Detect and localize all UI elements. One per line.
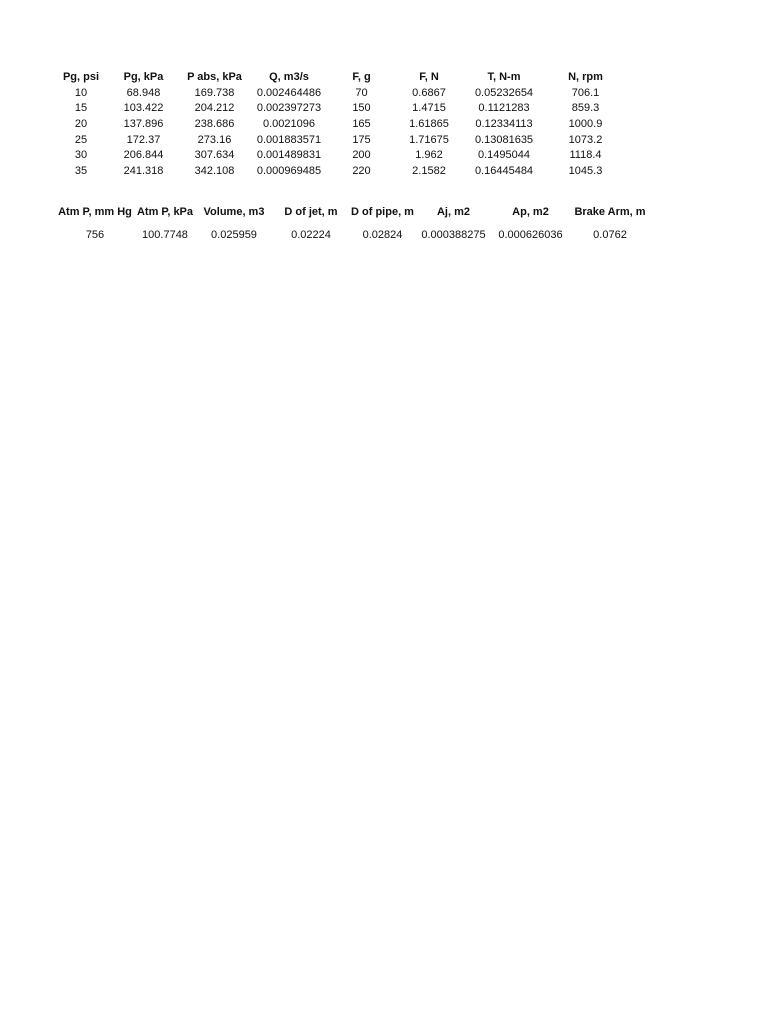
table-cell[interactable]: 0.05232654 xyxy=(474,86,534,99)
table-cell[interactable]: 342.108 xyxy=(194,164,235,177)
table-cell[interactable]: 1.4715 xyxy=(412,102,446,115)
table-row xyxy=(56,164,628,180)
table-cell[interactable]: 1.71675 xyxy=(409,133,449,146)
table-cell[interactable]: 68.948 xyxy=(126,86,161,99)
table-row xyxy=(56,86,628,102)
table-cell[interactable]: 238.686 xyxy=(194,118,235,131)
spreadsheet xyxy=(56,70,651,243)
table-cell[interactable]: 150 xyxy=(352,102,371,115)
table-cell[interactable]: 103.422 xyxy=(123,102,164,115)
table-cell[interactable]: 15 xyxy=(74,102,88,115)
table-cell[interactable]: 200 xyxy=(352,149,371,162)
table-cell[interactable]: 35 xyxy=(74,164,88,177)
header-pg-kpa[interactable]: Pg, kPa xyxy=(123,71,164,84)
measurements-table xyxy=(56,70,628,179)
header-n-rpm[interactable]: N, rpm xyxy=(568,71,603,84)
table-cell[interactable]: 0.002397273 xyxy=(256,102,322,115)
table-cell[interactable]: 172.37 xyxy=(126,133,161,146)
table-cell[interactable]: 165 xyxy=(352,118,371,131)
table-cell[interactable]: 1.61865 xyxy=(409,118,449,131)
header-f-n[interactable]: F, N xyxy=(419,71,439,84)
table-cell[interactable]: 0.000388275 xyxy=(421,228,486,241)
table-header-row xyxy=(56,70,628,86)
table-cell[interactable]: 1.962 xyxy=(415,149,443,162)
header-ap-m2[interactable]: Ap, m2 xyxy=(512,206,549,219)
table-cell[interactable]: 220 xyxy=(352,164,371,177)
table-cell[interactable]: 20 xyxy=(74,118,88,131)
header-pg-psi[interactable]: Pg, psi xyxy=(62,71,100,84)
table-cell[interactable]: 0.000969485 xyxy=(256,164,322,177)
header-atm-p-kpa[interactable]: Atm P, kPa xyxy=(136,206,194,219)
table-cell[interactable]: 273.16 xyxy=(197,133,232,146)
header-t-nm[interactable]: T, N-m xyxy=(487,71,521,84)
header-brake-arm[interactable]: Brake Arm, m xyxy=(574,206,646,219)
header-d-of-pipe[interactable]: D of pipe, m xyxy=(351,206,414,219)
header-aj-m2[interactable]: Aj, m2 xyxy=(436,206,470,219)
table-cell[interactable]: 30 xyxy=(74,149,88,162)
table-cell[interactable]: 206.844 xyxy=(123,149,164,162)
table-cell[interactable]: 1045.3 xyxy=(568,164,603,177)
table-cell[interactable]: 1073.2 xyxy=(568,133,603,146)
table-cell[interactable]: 70 xyxy=(355,86,368,99)
table-row xyxy=(56,148,628,164)
table-cell[interactable]: 859.3 xyxy=(571,102,600,115)
table-cell[interactable]: 0.6867 xyxy=(412,86,446,99)
table-cell[interactable]: 0.12334113 xyxy=(475,118,533,131)
table-cell[interactable]: 1000.9 xyxy=(568,118,603,131)
table-cell[interactable]: 1118.4 xyxy=(569,149,602,162)
table-cell[interactable]: 10 xyxy=(74,86,88,99)
table-cell[interactable]: 0.02224 xyxy=(291,228,331,241)
header-f-g[interactable]: F, g xyxy=(352,71,371,84)
table-cell[interactable]: 307.634 xyxy=(194,149,235,162)
table-cell[interactable]: 137.896 xyxy=(123,118,164,131)
table-row xyxy=(56,227,651,243)
table-cell[interactable]: 0.02824 xyxy=(362,228,403,241)
table-cell[interactable]: 0.000626036 xyxy=(498,228,563,241)
header-q-m3s[interactable]: Q, m3/s xyxy=(269,71,309,84)
table-cell[interactable]: 0.1495044 xyxy=(478,149,530,162)
table-header-row xyxy=(56,197,651,227)
table-cell[interactable]: 0.002464486 xyxy=(256,86,322,99)
table-cell[interactable]: 241.318 xyxy=(123,164,164,177)
table-cell[interactable]: 25 xyxy=(74,133,88,146)
table-cell[interactable]: 0.0762 xyxy=(593,228,627,241)
header-volume-m3[interactable]: Volume, m3 xyxy=(203,206,265,219)
table-cell[interactable]: 756 xyxy=(85,228,105,241)
table-cell[interactable]: 175 xyxy=(352,133,371,146)
table-cell[interactable]: 169.738 xyxy=(194,86,235,99)
header-p-abs-kpa[interactable]: P abs, kPa xyxy=(187,71,242,84)
table-cell[interactable]: 0.025959 xyxy=(211,228,257,241)
table-cell[interactable]: 0.13081635 xyxy=(474,133,534,146)
table-cell[interactable]: 100.7748 xyxy=(142,228,188,241)
table-cell[interactable]: 0.001883571 xyxy=(256,133,322,146)
header-d-of-jet[interactable]: D of jet, m xyxy=(284,206,338,219)
table-cell[interactable]: 0.1121283 xyxy=(478,102,530,115)
constants-table xyxy=(56,197,651,243)
table-row xyxy=(56,101,628,117)
table-cell[interactable]: 0.0021096 xyxy=(263,118,315,131)
table-cell[interactable]: 2.1582 xyxy=(412,164,446,177)
table-cell[interactable]: 0.001489831 xyxy=(256,149,322,162)
table-cell[interactable]: 0.16445484 xyxy=(474,164,534,177)
table-cell[interactable]: 204.212 xyxy=(194,102,235,115)
header-atm-p-mmhg[interactable]: Atm P, mm Hg xyxy=(58,206,132,219)
table-cell[interactable]: 706.1 xyxy=(571,86,600,99)
table-row xyxy=(56,132,628,148)
table-row xyxy=(56,117,628,133)
